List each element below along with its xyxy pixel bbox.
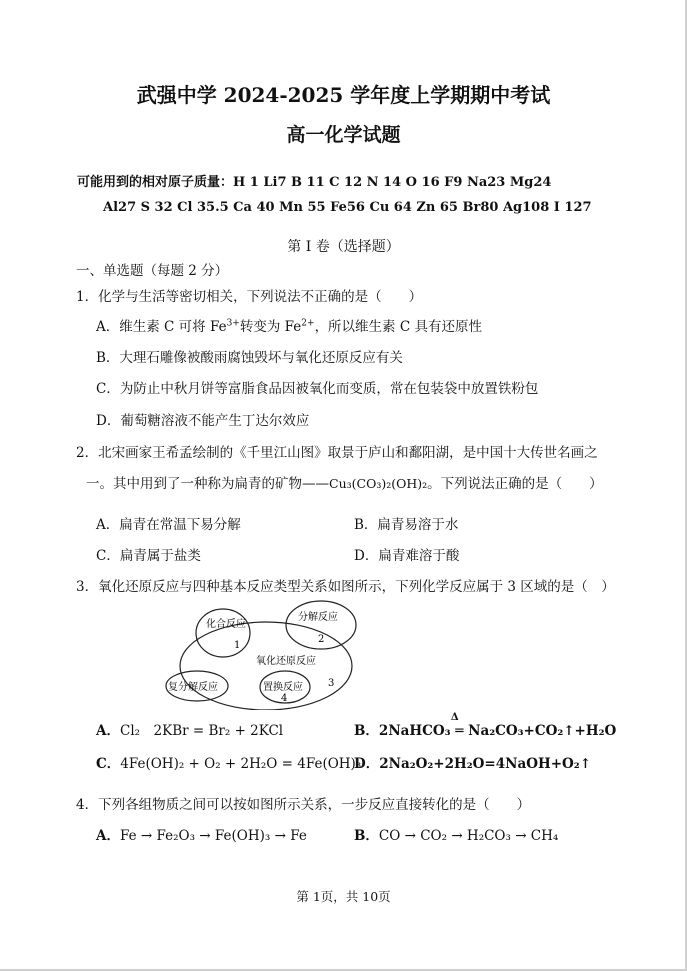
question-1-option-a	[96, 315, 482, 335]
q4-a-label: A．	[96, 828, 120, 844]
q1-a-sup2: 2+	[301, 318, 315, 329]
question-4-option-b	[354, 824, 558, 844]
question-1-option-d: D．葡萄糖溶液不能产生丁达尔效应	[96, 413, 310, 429]
q4-a-chain: Fe → Fe₂O₃ → Fe(OH)₃ → Fe	[119, 828, 307, 844]
question-2-option-d: D．扁青难溶于酸	[354, 548, 460, 564]
question-3-option-a	[96, 719, 283, 739]
q1-a-sup1: 3+	[226, 318, 240, 329]
section-header: 第 I 卷（选择题）	[287, 239, 400, 255]
question-2-option-b: B．扁青易溶于水	[354, 517, 459, 533]
q2-formula: Cu₃(CO₃)₂(OH)₂	[329, 476, 428, 491]
decomposition-label: 分解反应	[298, 612, 338, 623]
q3-c-equation: 4Fe(OH)₂ + O₂ + 2H₂O = 4Fe(OH)₃	[120, 756, 362, 772]
displacement-label: 置换反应	[263, 682, 303, 693]
region-4-label: 4	[281, 693, 288, 704]
question-2-option-a: A．扁青在常温下易分解	[96, 517, 241, 533]
double-decomposition-label: 复分解反应	[168, 682, 218, 693]
q3-b-equation: 2NaHCO₃ ═ Na₂CO₃+CO₂↑+H₂O	[378, 723, 617, 739]
reaction-type-diagram	[160, 600, 370, 710]
q3-b-delta: Δ	[450, 712, 459, 723]
question-2-stem-line-1: 2．北宋画家王希孟绘制的《千里江山图》取景于庐山和鄱阳湖，是中国十大传世名画之	[76, 445, 598, 461]
q1-a-post: ，所以维生素 C 具有还原性	[314, 319, 482, 335]
question-3-option-c	[96, 752, 361, 772]
q2-stem-pre: 一。其中用到了一种称为扁青的矿物——	[86, 476, 329, 492]
combination-label: 化合反应	[206, 619, 246, 630]
region-3-label: 3	[328, 678, 335, 689]
q3-b-label: B．	[354, 723, 379, 739]
question-1-option-c: C．为防止中秋月饼等富脂食品因被氧化而变质，常在包装袋中放置铁粉包	[96, 381, 539, 397]
atomic-mass-line-1: 可能用到的相对原子质量：H 1 Li7 B 11 C 12 N 14 O 16 F9 Na23 Mg24	[77, 175, 552, 190]
question-1-option-b: B．大理石雕像被酸雨腐蚀毁坏与氧化还原反应有关	[96, 350, 403, 366]
q3-d-equation: 2Na₂O₂+2H₂O=4NaOH+O₂↑	[379, 756, 592, 772]
q1-a-pre: A．维生素 C 可将 Fe	[96, 319, 227, 335]
q4-b-label: B．	[354, 828, 379, 844]
combination-ellipse	[196, 609, 250, 657]
q1-a-mid: 转变为 Fe	[239, 319, 302, 335]
atomic-mass-line-2: Al27 S 32 Cl 35.5 Ca 40 Mn 55 Fe56 Cu 64 Zn 65 Br80 Ag108 I 127	[103, 200, 592, 215]
question-2-stem-line-2	[86, 472, 603, 492]
question-1-stem: 1．化学与生活等密切相关，下列说法不正确的是（ ）	[76, 289, 423, 305]
exam-title: 武强中学 2024-2025 学年度上学期期中考试	[136, 83, 551, 107]
question-3-option-d	[354, 752, 591, 772]
q4-b-chain: CO → CO₂ → H₂CO₃ → CH₄	[378, 828, 559, 844]
q3-c-label: C．	[96, 756, 121, 772]
part-one-heading: 一、单选题（每题 2 分）	[76, 263, 229, 279]
region-1-label: 1	[234, 640, 241, 651]
question-4-option-a	[96, 824, 307, 844]
redox-label: 氧化还原反应	[256, 656, 316, 667]
q3-d-label: D．	[354, 756, 380, 772]
page-footer: 第 1页，共 10页	[296, 889, 391, 904]
question-3-option-b	[354, 712, 617, 739]
q3-a-equation: Cl₂ 2KBr = Br₂ + 2KCl	[119, 723, 284, 739]
q3-a-label: A．	[96, 723, 120, 739]
question-4-stem: 4．下列各组物质之间可以按如图所示关系，一步反应直接转化的是（ ）	[76, 797, 531, 813]
q2-stem-post: 。下列说法正确的是（ ）	[427, 476, 603, 492]
region-2-label: 2	[318, 634, 325, 645]
question-3-stem: 3．氧化还原反应与四种基本反应类型关系如图所示，下列化学反应属于 3 区域的是（ ）	[76, 579, 615, 595]
exam-subtitle: 高一化学试题	[286, 124, 401, 146]
q3-b-equation-wrap	[378, 712, 617, 739]
question-2-option-c: C．扁青属于盐类	[96, 548, 201, 564]
